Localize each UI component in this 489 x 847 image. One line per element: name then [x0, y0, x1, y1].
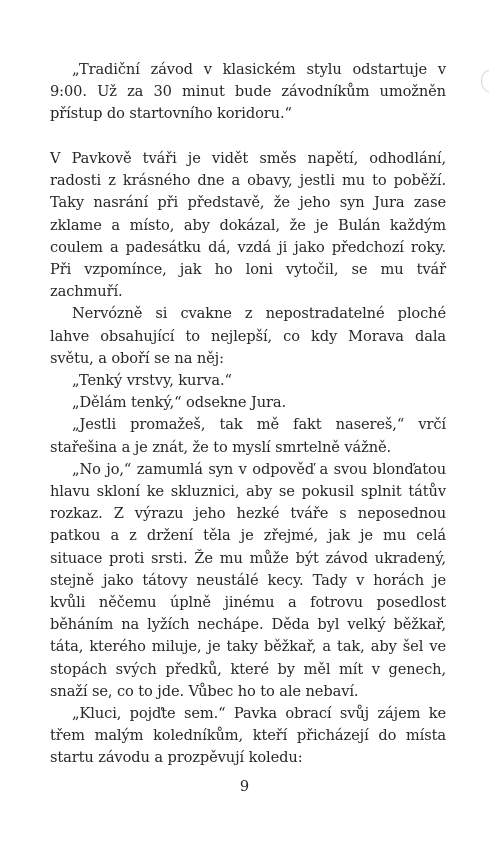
paragraph: „No jo,“ zamumlá syn v odpověď a svou blonďatou hlavu skloní ke skluznici, aby se pokusil splnit tátův rozkaz. Z výrazu jeho hezké tváře s neposednou patkou a z držení těla je zřejmé, jak je mu celá situace proti srsti. Že mu může být závod ukradený, stejně jako tátovy neustálé kecy. Tady v horách je kvůli něčemu úplně jinému a fotrovu posedlost běháním na lyžích nechápe. Děda byl velký běžkař, táta, kterého miluje, je taky běžkař, a tak, aby šel ve stopách svých předků, které by měl mít v genech, snaží se, co to jde. Vůbec ho to ale nebaví. [50, 460, 446, 700]
paragraph: „Kluci, pojďte sem.“ Pavka obrací svůj zájem ke třem malým koledníkům, kteří přicházejí do místa startu závodu a prozpěvují koledu: [50, 705, 446, 767]
page-number: 9 [239, 778, 250, 795]
page-edge-handle[interactable] [481, 70, 489, 92]
opening-quote-block [50, 59, 446, 126]
paragraph: Nervózně si cvakne z nepostradatelné ploché lahve obsahující to nejlepší, co kdy Morava dala světu, a oboří se na něj: [50, 305, 446, 367]
dialogue-line: „Tenký vrstvy, kurva.“ [72, 372, 232, 390]
paragraph: „Tradiční závod v klasickém stylu odstartuje v 9:00. Už za 30 minut bude závodníkům umožněn přístup do startovního koridoru.“ [50, 61, 446, 123]
paragraph: V Pavkově tváři je vidět směs napětí, odhodlání, radosti z krásného dne a obavy, jestli mu to poběží. Taky nasrání při představě, že jeho syn Jura zase zklame a místo, aby dokázal, že je Bulán každým coulem a padesátku dá, vzdá ji jako předchozí roky. Při vzpomínce, jak ho loni vytočil, se mu tvář zachmuří. [50, 150, 446, 301]
dialogue-line: „Jestli promažeš, tak mě fakt nasereš,“ vrčí stařešina a je znát, že to myslí smrtelně vážně. [50, 416, 446, 456]
main-text-block [50, 148, 446, 770]
dialogue-line: „Dělám tenký,“ odsekne Jura. [72, 394, 287, 412]
